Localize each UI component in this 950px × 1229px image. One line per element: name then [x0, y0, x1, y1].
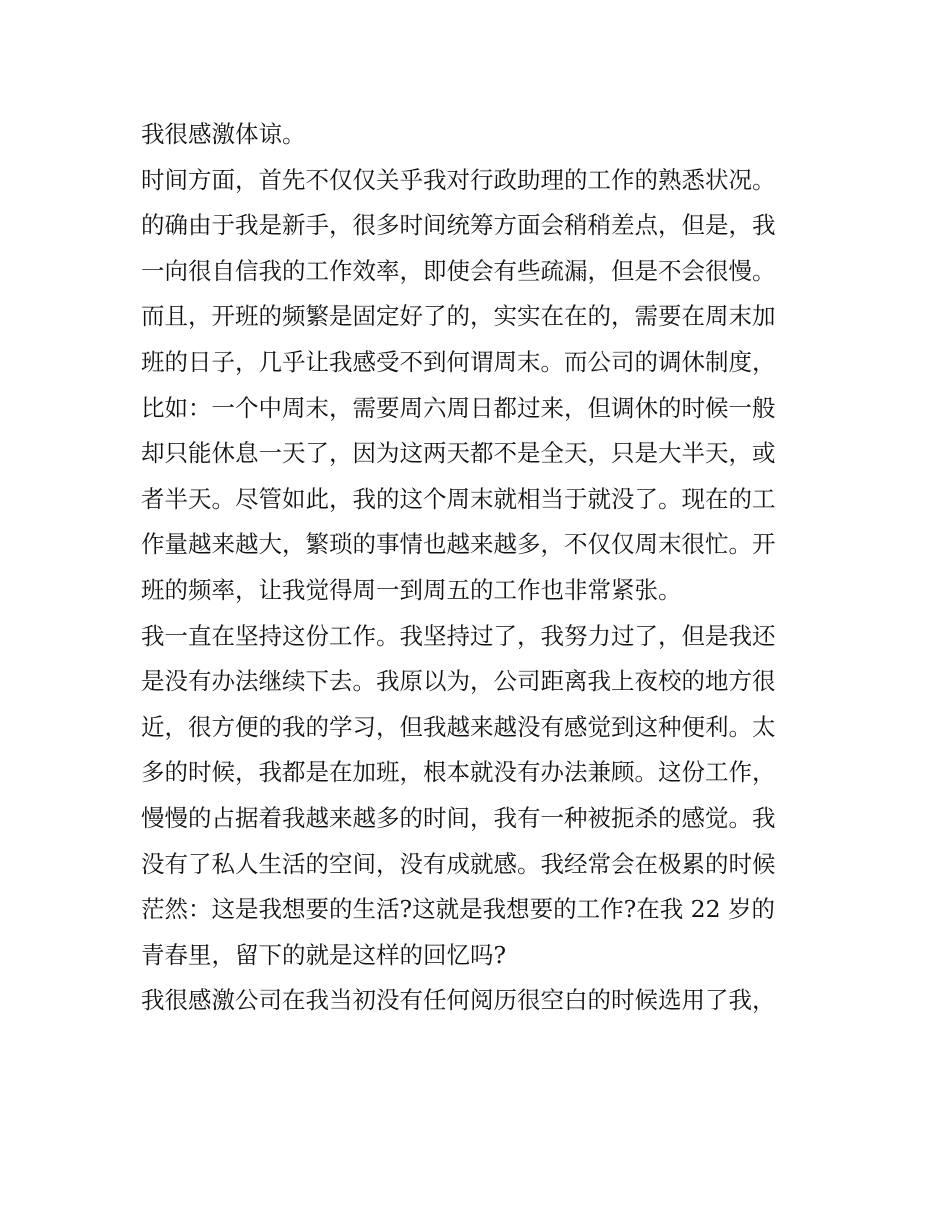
- text-line: 班的频率，让我觉得周一到周五的工作也非常紧张。: [141, 575, 682, 604]
- text-line: 时间方面，首先不仅仅关乎我对行政助理的工作的熟悉状况。: [141, 165, 776, 194]
- text-line: 没有了私人生活的空间，没有成就感。我经常会在极累的时候: [141, 849, 776, 878]
- text-line: 的确由于我是新手，很多时间统筹方面会稍稍差点，但是，我: [141, 211, 776, 240]
- text-line: 我很感激公司在我当初没有任何阅历很空白的时候选用了我，: [141, 986, 776, 1015]
- text-line: 者半天。尽管如此，我的这个周末就相当于就没了。现在的工: [141, 484, 776, 513]
- text-line: 却只能休息一天了，因为这两天都不是全天，只是大半天，或: [141, 439, 776, 468]
- text-line: 我一直在坚持这份工作。我坚持过了，我努力过了，但是我还: [141, 621, 776, 650]
- text-line: 多的时候，我都是在加班，根本就没有办法兼顾。这份工作，: [141, 758, 776, 787]
- text-line: 而且，开班的频繁是固定好了的，实实在在的，需要在周末加: [141, 302, 776, 331]
- text-line: 是没有办法继续下去。我原以为，公司距离我上夜校的地方很: [141, 667, 776, 696]
- text-line: 作量越来越大，繁琐的事情也越来越多，不仅仅周末很忙。开: [141, 530, 776, 559]
- text-line: 慢慢的占据着我越来越多的时间，我有一种被扼杀的感觉。我: [141, 803, 776, 832]
- text-line: 我很感激体谅。: [141, 120, 306, 148]
- text-line: 班的日子，几乎让我感受不到何谓周末。而公司的调休制度，: [141, 347, 776, 376]
- text-line: 一向很自信我的工作效率，即使会有些疏漏，但是不会很慢。: [141, 256, 776, 285]
- text-line: 比如：一个中周末，需要周六周日都过来，但调休的时候一般: [141, 393, 776, 422]
- text-line: 茫然：这是我想要的生活?这就是我想要的工作?在我 22 岁的: [141, 895, 776, 924]
- text-line: 近，很方便的我的学习，但我越来越没有感觉到这种便利。太: [141, 712, 776, 741]
- document-body: [141, 112, 821, 1024]
- text-line: 青春里，留下的就是这样的回忆吗?: [141, 940, 507, 969]
